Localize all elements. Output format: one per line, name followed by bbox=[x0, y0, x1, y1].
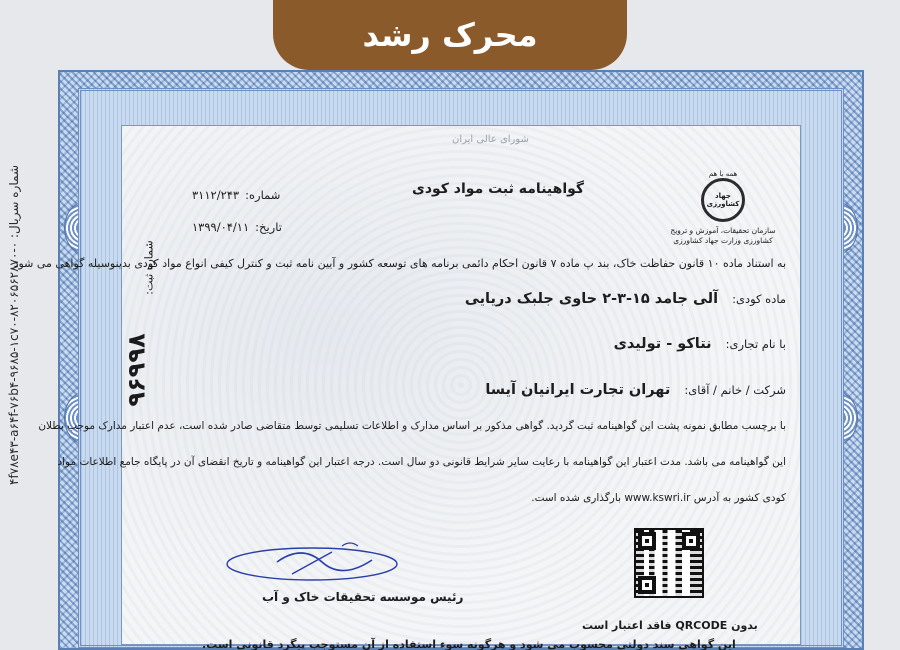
material-value: آلی جامد ۱۵-۳-۲ حاوی جلبک دریایی bbox=[464, 291, 719, 307]
field-brand bbox=[614, 336, 786, 352]
signer-title: رئیس موسسه تحقیقات خاک و آب bbox=[262, 590, 464, 604]
qr-finder bbox=[638, 576, 656, 594]
logo-badge-text: جهاد کشاورزی bbox=[706, 192, 740, 208]
brand-banner bbox=[273, 0, 627, 70]
signature-icon bbox=[222, 534, 402, 584]
side-serial-text: شماره سریال: ۴f۷۸e۴۳-a۶۴f-۷۶b۴-۹۶۸۵-۱c۷۰-۸۲۰۶۵۶۲۸۷۰-۰ bbox=[7, 165, 21, 485]
certificate-title: گواهینامه ثبت مواد کودی bbox=[412, 181, 585, 197]
faded-header: شورای عالی ایران bbox=[452, 134, 529, 145]
company-label: شرکت / خانم / آقای: bbox=[684, 383, 786, 397]
ministry-logo bbox=[668, 170, 778, 246]
qr-finder bbox=[682, 532, 700, 550]
qr-caption: بدون QRCODE فاقد اعتبار است bbox=[582, 619, 758, 632]
body-line: کودی کشور به آدرس www.kswri.ir بارگذاری شده است. bbox=[531, 492, 786, 504]
field-material bbox=[465, 291, 786, 307]
company-value: تهران تجارت ایرانیان آیسا bbox=[485, 382, 671, 398]
certificate-date bbox=[192, 220, 282, 234]
body-line: با برچسب مطابق نمونه پشت این گواهینامه ثبت گردید. گواهی مذکور بر اساس مدارک و اطلاعات تسلیمی توسط متقاضی صادر شده است، عدم اعتبار مدارک موجب بطلان bbox=[38, 420, 786, 432]
brand-label: با نام تجاری: bbox=[725, 337, 786, 351]
number-value: ۳۱۱۲/۲۴۳ bbox=[192, 188, 240, 202]
body-line: این گواهینامه می باشد. مدت اعتبار این گواهینامه با رعایت سایر شرایط قانونی دو سال است. درجه اعتبار این گواهینامه و تاریخ انقضای آن در پایگاه جامع اطلاعات مواد bbox=[57, 456, 786, 468]
banner-title: محرک رشد bbox=[362, 16, 538, 54]
qr-finder bbox=[638, 532, 656, 550]
date-value: ۱۳۹۹/۰۴/۱۱ bbox=[192, 220, 250, 234]
serial-value: ۹۶۹۹۸ bbox=[122, 333, 151, 407]
jihad-keshavarzi-emblem-icon bbox=[701, 178, 745, 222]
field-company bbox=[485, 382, 786, 398]
material-label: ماده کودی: bbox=[732, 292, 786, 306]
side-serial-strip bbox=[0, 0, 28, 650]
serial-label: شماره ثبت: bbox=[142, 240, 156, 295]
logo-org-line2: کشاورزی وزارت جهاد کشاورزی bbox=[673, 236, 773, 245]
logo-top-text: همه با هم bbox=[708, 170, 738, 178]
legal-footer: این گواهی سند دولتی محسوب می شود و هرگونه سوء استفاده از آن مستوجب پیگرد قانونی است. bbox=[202, 638, 736, 650]
qr-code-icon bbox=[634, 528, 704, 598]
logo-org-line1: سازمان تحقیقات، آموزش و ترویج bbox=[670, 226, 776, 235]
number-label: شماره: bbox=[245, 188, 281, 202]
certificate-number bbox=[192, 188, 280, 202]
intro-paragraph: به استناد ماده ۱۰ قانون حفاظت خاک، بند پ ماده ۷ قانون احکام دائمی برنامه های توسعه کشور و آیین نامه ثبت و کنترل کیفی انواع مواد کودی بدینوسیله گواهی می شود bbox=[13, 257, 786, 270]
date-label: تاریخ: bbox=[255, 220, 282, 234]
brand-value: نتاکو - تولیدی bbox=[613, 336, 712, 352]
